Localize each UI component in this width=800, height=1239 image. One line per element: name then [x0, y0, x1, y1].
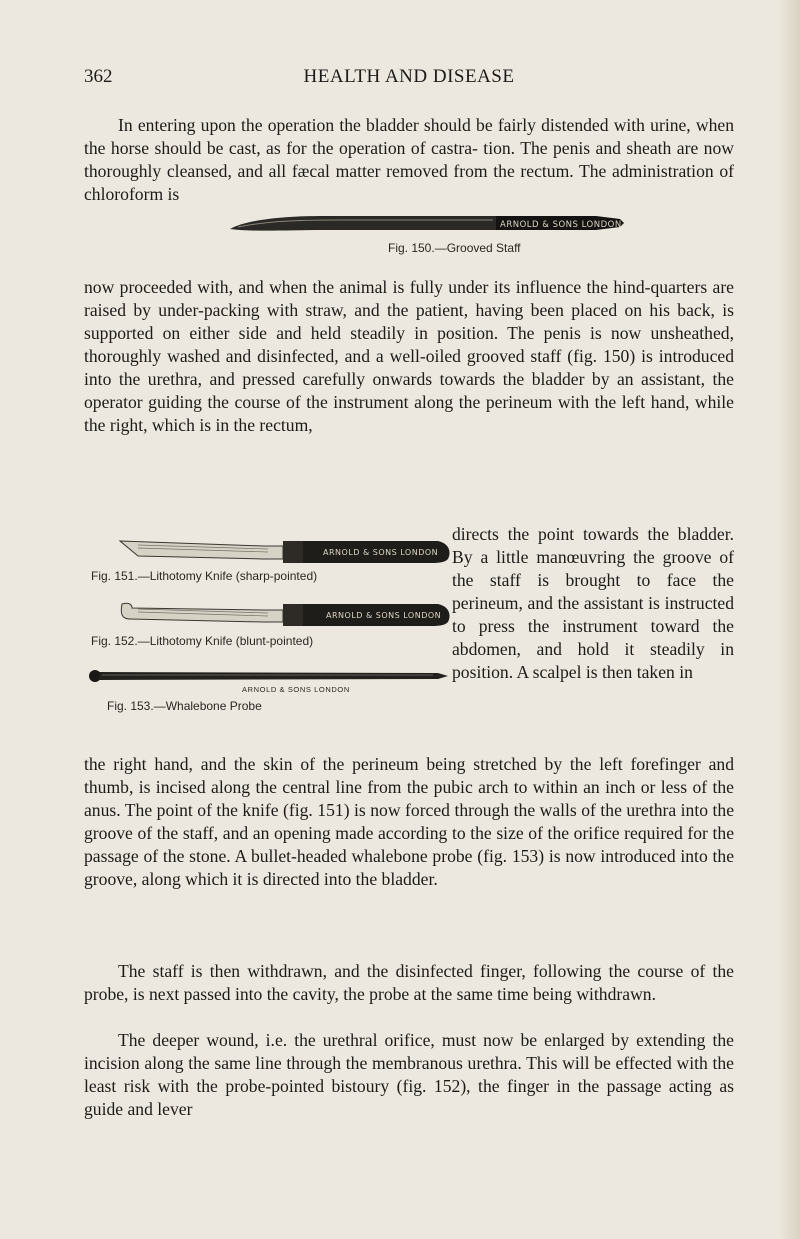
running-title: HEALTH AND DISEASE — [303, 66, 515, 87]
paragraph-procedure-top: now proceeded with, and when the animal is fully under its influence the hind-quarters are raised by under-packing with straw, and the patient, having been placed on his back, is supported on either side and held steadily in position. The penis is now unsheathed, thoroughly washed and disinfected, and a well-oiled grooved staff (fig. 150) is introduced into the urethra, and pressed carefully onwards towards the bladder by an assistant, the operator guiding the course of the instrument along the perineum with the left hand, while the right, which is in the rectum, — [84, 277, 734, 435]
blunt-lithotomy-knife-illustration — [118, 600, 454, 628]
paragraph-procedure-bottom: the right hand, and the skin of the perineum being stretched by the left forefinger and thumb, is incised along the central line from the pubic arch to within an inch or less of the anus. The point of the knife (fig. 151) is now forced through the walls of the urethra into the groove of the staff, and an opening made according to the size of the orifice required for the passage of the stone. A bullet-headed whalebone probe (fig. 153) is now introduced into the groove, along which it is directed into the bladder. — [84, 754, 734, 889]
fig151-caption: Fig. 151.—Lithotomy Knife (sharp-pointed) — [91, 569, 318, 583]
paragraph-procedure-side: directs the point towards the bladder. By a little manœuvring the groove of the staff is brought to face the perineum, and the assistant is instructed to press the instrument toward the abdomen, and hold it steadily in position. A scalpel is then taken in — [452, 524, 734, 682]
page-edge-shadow — [778, 0, 800, 1239]
paragraph-intro: In entering upon the operation the bladder should be fairly distended with urine, when the horse should be cast, as for the operation of castra- tion. The penis and sheath are now thoroughly cleansed, and all fæcal matter removed from the rectum. The administration of chloroform is — [84, 115, 734, 204]
grooved-staff-illustration — [228, 211, 628, 237]
fig152-maker-stamp: ARNOLD & SONS LONDON — [326, 611, 442, 620]
fig152-caption: Fig. 152.—Lithotomy Knife (blunt-pointed) — [91, 634, 314, 648]
side-text-column — [452, 523, 734, 684]
fig151-maker-stamp: ARNOLD & SONS LONDON — [323, 548, 439, 557]
fig153-maker-stamp: ARNOLD & SONS LONDON — [242, 685, 350, 694]
fig153-caption: Fig. 153.—Whalebone Probe — [107, 699, 262, 713]
whalebone-probe-illustration — [88, 669, 450, 683]
page-number: 362 — [84, 66, 113, 87]
fig150-maker-stamp: ARNOLD & SONS LONDON — [500, 220, 622, 230]
paragraph-staff-withdrawn: The staff is then withdrawn, and the disinfected finger, following the course of the probe, is next passed into the cavity, the probe at the same time being withdrawn. — [84, 961, 734, 1004]
sharp-lithotomy-knife-illustration — [118, 537, 454, 565]
paragraph-deeper-wound: The deeper wound, i.e. the urethral orifice, must now be enlarged by extending the incision along the same line through the membranous urethra. This will be effected with the least risk with the probe-pointed bistoury (fig. 152), the finger in the passage acting as guide and lever — [84, 1030, 734, 1119]
page-header — [84, 66, 734, 92]
figure-column — [84, 525, 448, 713]
fig150-caption: Fig. 150.—Grooved Staff — [388, 241, 521, 255]
